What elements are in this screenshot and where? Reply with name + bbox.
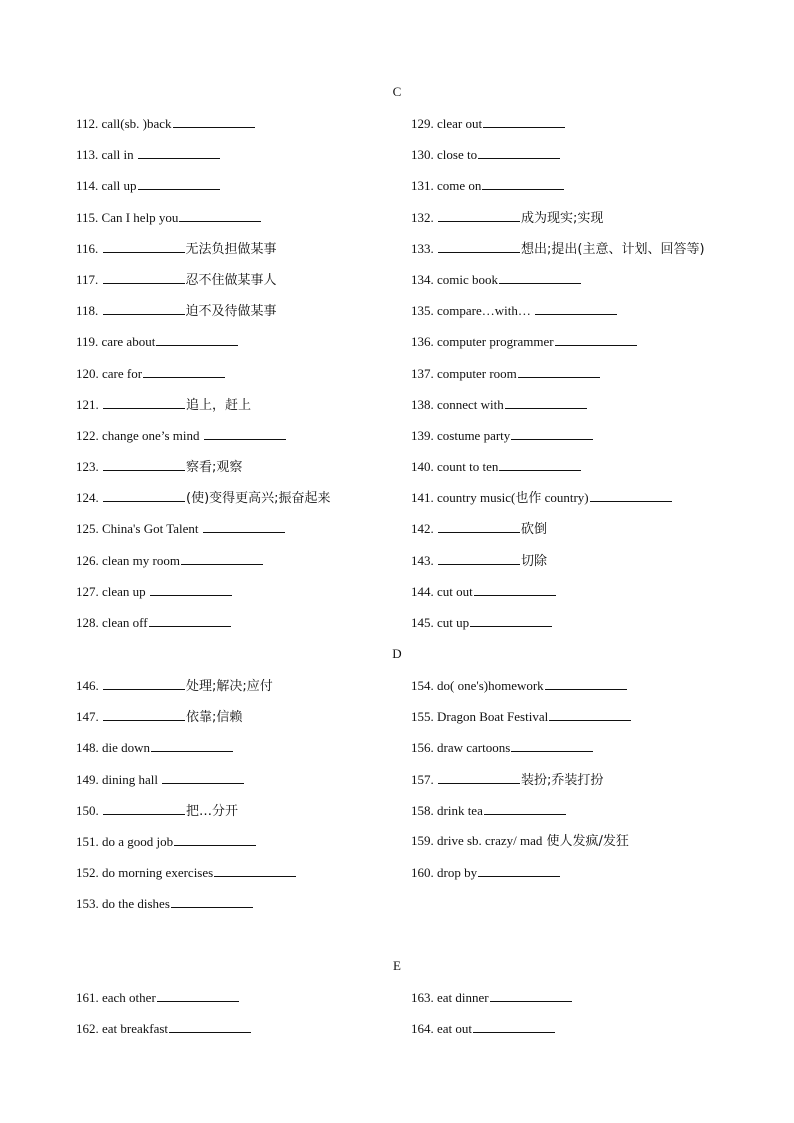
item-phrase: Dragon Boat Festival	[437, 709, 549, 725]
item-meaning: 成为现实;实现	[521, 210, 604, 226]
answer-blank[interactable]	[438, 240, 520, 253]
item-number: 148.	[76, 740, 99, 756]
item-meaning: 追上，赶上	[186, 397, 252, 413]
answer-blank[interactable]	[174, 833, 256, 846]
item-number: 114.	[76, 178, 99, 194]
item-number: 164.	[411, 1021, 434, 1037]
exercise-item	[76, 489, 416, 520]
section-d-right-column	[411, 677, 751, 895]
item-phrase: draw cartoons	[437, 740, 511, 756]
item-number: 140.	[411, 459, 434, 475]
item-number: 112.	[76, 116, 99, 131]
answer-blank[interactable]	[482, 177, 564, 190]
exercise-item	[411, 396, 751, 427]
item-number: 156.	[411, 740, 434, 756]
answer-blank[interactable]	[535, 302, 617, 315]
item-number: 115.	[76, 209, 99, 225]
exercise-item	[76, 396, 416, 427]
item-phrase: do the dishes	[102, 896, 170, 912]
exercise-item	[76, 271, 416, 302]
item-phrase: do morning exercises	[102, 865, 214, 881]
item-phrase: clean up	[102, 583, 149, 599]
item-phrase: die down	[102, 740, 151, 756]
item-number: 130.	[411, 147, 434, 163]
section-heading-c: C	[392, 84, 402, 99]
item-number: 134.	[411, 271, 434, 287]
item-meaning: 忍不住做某事人	[185, 272, 277, 288]
exercise-item	[76, 677, 416, 708]
section-d-left-column	[76, 677, 416, 927]
item-number: 129.	[411, 116, 434, 131]
answer-blank[interactable]	[171, 895, 253, 908]
exercise-item	[411, 177, 751, 208]
item-number: 138.	[411, 396, 434, 412]
answer-blank[interactable]	[474, 583, 556, 596]
item-number: 137.	[411, 365, 434, 381]
item-number: 162.	[76, 1021, 99, 1037]
item-phrase: computer room	[437, 365, 517, 381]
item-phrase: clean my room	[102, 552, 180, 568]
item-number: 145.	[411, 615, 434, 630]
exercise-item	[411, 271, 751, 302]
item-phrase: drop by	[437, 865, 478, 881]
item-number: 158.	[411, 802, 434, 818]
answer-blank[interactable]	[204, 427, 286, 440]
item-phrase: eat breakfast	[102, 1021, 169, 1037]
item-number: 123.	[76, 459, 99, 475]
exercise-item	[411, 489, 751, 520]
exercise-item	[411, 739, 751, 770]
exercise-item	[411, 583, 751, 614]
answer-blank[interactable]	[438, 209, 520, 222]
item-phrase: do( one's)homework	[437, 678, 544, 693]
answer-blank[interactable]	[545, 677, 627, 690]
answer-blank[interactable]	[103, 677, 185, 690]
item-meaning: 切除	[521, 553, 548, 569]
answer-blank[interactable]	[478, 146, 560, 159]
item-number: 141.	[411, 490, 434, 506]
answer-blank[interactable]	[162, 771, 244, 784]
exercise-item	[76, 833, 416, 864]
exercise-item	[411, 458, 751, 489]
exercise-item	[76, 427, 416, 458]
item-number: 147.	[76, 709, 99, 725]
item-number: 122.	[76, 427, 99, 443]
exercise-item	[411, 989, 751, 1020]
answer-blank[interactable]	[103, 802, 185, 815]
exercise-item	[411, 708, 751, 739]
exercise-item	[76, 739, 416, 770]
item-phrase: drink tea	[437, 802, 483, 818]
item-number: 155.	[411, 709, 434, 725]
item-number: 161.	[76, 990, 99, 1005]
item-phrase: call(sb. )back	[101, 116, 172, 131]
item-meaning: 察看;观察	[186, 460, 243, 476]
item-phrase: each other	[102, 990, 156, 1005]
exercise-item	[76, 520, 416, 551]
item-number: 128.	[76, 615, 99, 630]
item-phrase: close to	[437, 147, 478, 163]
item-number: 131.	[411, 178, 434, 194]
exercise-item	[76, 552, 416, 583]
answer-blank[interactable]	[181, 552, 263, 565]
item-number: 159.	[411, 832, 434, 848]
item-number: 143.	[411, 552, 434, 568]
item-number: 121.	[76, 396, 99, 412]
item-phrase: call up	[101, 178, 137, 194]
item-number: 146.	[76, 678, 99, 693]
item-phrase: compare…with…	[437, 303, 535, 319]
answer-blank[interactable]	[103, 458, 185, 471]
answer-blank[interactable]	[150, 583, 232, 596]
item-phrase: clear out	[437, 116, 483, 131]
exercise-item	[411, 427, 751, 458]
exercise-item	[411, 146, 751, 177]
item-phrase: eat dinner	[437, 990, 489, 1005]
exercise-item	[76, 771, 416, 802]
exercise-item	[411, 802, 751, 833]
answer-blank[interactable]	[138, 146, 220, 159]
item-phrase: Can I help you	[101, 209, 179, 225]
item-phrase: connect with	[437, 396, 504, 412]
section-heading-d: D	[392, 646, 402, 661]
answer-blank[interactable]	[103, 240, 185, 253]
answer-blank[interactable]	[203, 520, 285, 533]
section-c-left-column	[76, 115, 416, 645]
item-meaning: 无法负担做某事	[185, 241, 277, 257]
answer-blank[interactable]	[149, 614, 231, 627]
item-phrase: costume party	[437, 427, 511, 443]
exercise-item	[411, 365, 751, 396]
item-number: 152.	[76, 865, 99, 881]
exercise-item	[76, 895, 416, 926]
item-meaning: 装扮;乔装打扮	[521, 772, 604, 788]
answer-blank[interactable]	[470, 614, 552, 627]
item-phrase: cut out	[437, 583, 473, 599]
item-number: 120.	[76, 365, 99, 381]
item-number: 116.	[76, 240, 99, 256]
item-meaning: 砍倒	[521, 522, 548, 538]
item-number: 125.	[76, 521, 99, 537]
exercise-item	[76, 333, 416, 364]
exercise-item	[411, 771, 751, 802]
exercise-item	[76, 583, 416, 614]
answer-blank[interactable]	[103, 302, 185, 315]
answer-blank[interactable]	[103, 396, 185, 409]
answer-blank[interactable]	[438, 771, 520, 784]
item-phrase: cut up	[437, 615, 470, 630]
item-number: 117.	[76, 271, 99, 287]
exercise-item	[411, 333, 751, 364]
exercise-item	[76, 115, 416, 146]
answer-blank[interactable]	[179, 209, 261, 222]
answer-blank[interactable]	[483, 115, 565, 128]
exercise-item	[411, 614, 751, 645]
item-phrase: eat out	[437, 1021, 473, 1037]
exercise-item	[411, 115, 751, 146]
item-phrase: drive sb. crazy/ mad	[437, 832, 543, 848]
item-number: 154.	[411, 678, 434, 693]
answer-blank[interactable]	[473, 1020, 555, 1033]
exercise-item	[411, 833, 751, 864]
item-phrase: do a good job	[102, 833, 174, 849]
item-number: 135.	[411, 303, 434, 319]
exercise-item	[76, 240, 416, 271]
item-phrase: count to ten	[437, 459, 499, 475]
answer-blank[interactable]	[438, 552, 520, 565]
answer-blank[interactable]	[490, 989, 572, 1002]
exercise-item	[411, 552, 751, 583]
answer-blank[interactable]	[549, 708, 631, 721]
answer-blank[interactable]	[214, 864, 296, 877]
item-phrase: China's Got Talent	[102, 521, 202, 537]
answer-blank[interactable]	[511, 427, 593, 440]
item-phrase: clean off	[102, 615, 148, 630]
exercise-item	[76, 458, 416, 489]
item-number: 119.	[76, 334, 99, 350]
exercise-item	[411, 209, 751, 240]
item-phrase: change one’s mind	[102, 427, 203, 443]
item-number: 139.	[411, 427, 434, 443]
answer-blank[interactable]	[138, 177, 220, 190]
answer-blank[interactable]	[103, 271, 185, 284]
answer-blank[interactable]	[484, 802, 566, 815]
exercise-item	[76, 177, 416, 208]
answer-blank[interactable]	[157, 989, 239, 1002]
exercise-item	[76, 302, 416, 333]
item-number: 160.	[411, 865, 434, 881]
answer-blank[interactable]	[143, 365, 225, 378]
answer-blank[interactable]	[151, 739, 233, 752]
answer-blank[interactable]	[499, 458, 581, 471]
exercise-item	[76, 802, 416, 833]
answer-blank[interactable]	[169, 1020, 251, 1033]
item-phrase: dining hall	[102, 771, 162, 787]
item-phrase: care about	[101, 334, 156, 350]
item-number: 136.	[411, 334, 434, 350]
item-number: 149.	[76, 771, 99, 787]
answer-blank[interactable]	[505, 396, 587, 409]
item-meaning: (使)变得更高兴;振奋起来	[186, 491, 331, 507]
item-phrase: computer programmer	[437, 334, 554, 350]
item-meaning: 想出;提出(主意、计划、回答等)	[521, 241, 705, 257]
answer-blank[interactable]	[173, 115, 255, 128]
answer-blank[interactable]	[590, 489, 672, 502]
answer-blank[interactable]	[103, 489, 185, 502]
exercise-item	[411, 302, 751, 333]
exercise-item	[411, 520, 751, 551]
item-phrase: country music(也作 country)	[437, 490, 589, 506]
exercise-item	[76, 989, 416, 1020]
item-number: 126.	[76, 552, 99, 568]
exercise-item	[76, 708, 416, 739]
item-number: 127.	[76, 583, 99, 599]
item-number: 113.	[76, 147, 99, 163]
exercise-item	[76, 864, 416, 895]
section-heading-e: E	[393, 958, 401, 973]
answer-blank[interactable]	[511, 739, 593, 752]
item-number: 124.	[76, 490, 99, 506]
item-phrase: care for	[102, 365, 143, 381]
item-meaning: 使人发疯/发狂	[542, 833, 629, 849]
exercise-item	[76, 209, 416, 240]
item-meaning: 迫不及待做某事	[185, 304, 277, 320]
item-number: 132.	[411, 209, 434, 225]
item-phrase: comic book	[437, 271, 499, 287]
answer-blank[interactable]	[555, 333, 637, 346]
item-meaning: 把…分开	[186, 803, 239, 819]
section-e-left-column	[76, 989, 416, 1051]
answer-blank[interactable]	[499, 271, 581, 284]
answer-blank[interactable]	[478, 864, 560, 877]
item-number: 150.	[76, 802, 99, 818]
item-meaning: 处理;解决;应付	[186, 679, 273, 694]
item-number: 163.	[411, 990, 434, 1005]
answer-blank[interactable]	[438, 520, 520, 533]
item-number: 151.	[76, 833, 99, 849]
exercise-item	[76, 1020, 416, 1051]
section-e-right-column	[411, 989, 751, 1051]
item-meaning: 依靠;信赖	[186, 710, 243, 726]
item-number: 142.	[411, 521, 434, 537]
exercise-item	[76, 146, 416, 177]
answer-blank[interactable]	[156, 333, 238, 346]
exercise-item	[411, 677, 751, 708]
exercise-item	[411, 864, 751, 895]
item-phrase: come on	[437, 178, 482, 194]
answer-blank[interactable]	[103, 708, 185, 721]
exercise-item	[76, 365, 416, 396]
item-number: 133.	[411, 240, 434, 256]
section-c-right-column	[411, 115, 751, 645]
exercise-item	[411, 1020, 751, 1051]
item-number: 144.	[411, 583, 434, 599]
exercise-item	[411, 240, 751, 271]
item-number: 118.	[76, 303, 99, 319]
item-number: 153.	[76, 896, 99, 912]
item-number: 157.	[411, 771, 434, 787]
answer-blank[interactable]	[518, 365, 600, 378]
item-phrase: call in	[101, 147, 137, 163]
exercise-item	[76, 614, 416, 645]
